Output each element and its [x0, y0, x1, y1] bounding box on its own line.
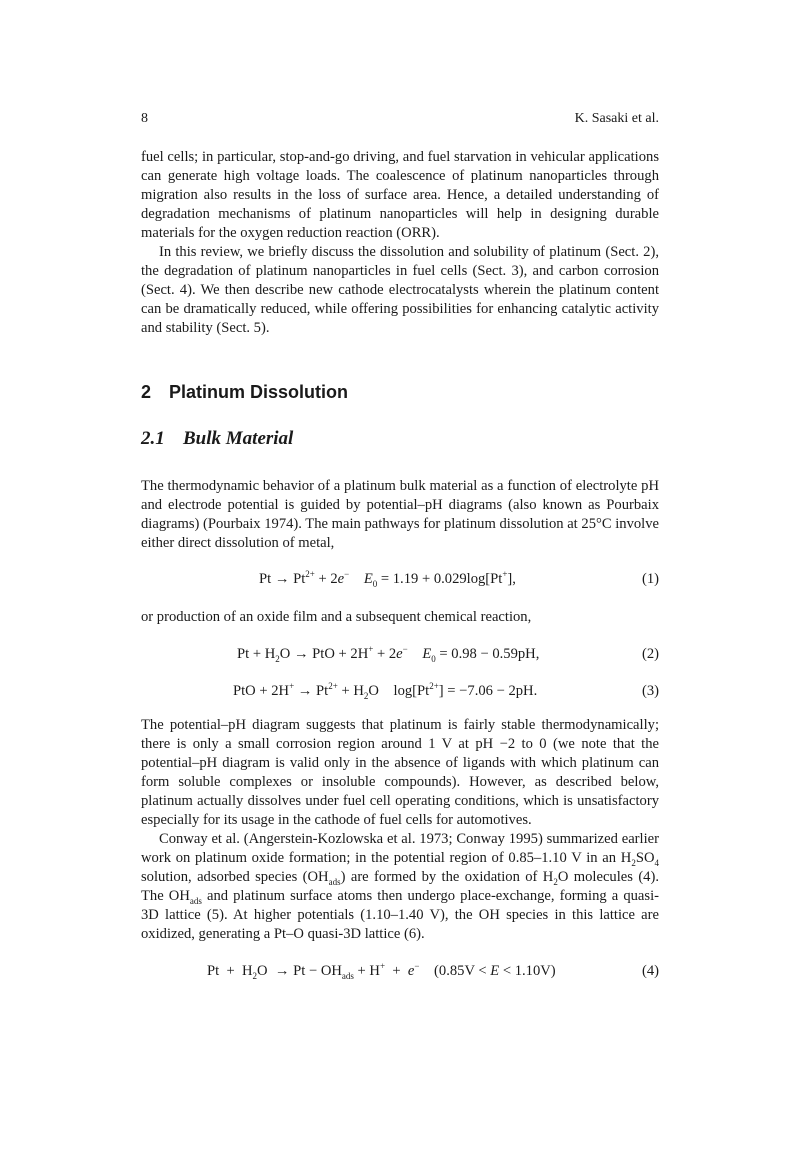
paragraph-run: O molecules (4). The OH [141, 869, 659, 904]
eq-sup: − [414, 961, 420, 972]
eq-term: + [385, 963, 408, 979]
eq-sup: + [368, 644, 374, 655]
paragraph-sub: ads [328, 876, 341, 887]
body-paragraphs-5-6 [141, 716, 659, 944]
eq-potential: E [363, 571, 373, 587]
eq-potential: E [490, 963, 500, 979]
eq-sup: 2+ [429, 681, 439, 692]
eq-sup: − [344, 569, 350, 580]
intro-paragraph-2: In this review, we briefly discuss the dissolution and solubility of platinum (Sect. 2), the degradation of platinum nanoparticles in fuel cells (Sect. 3), and carbon corrosion (Sect. 4). We then describe new cathode electrocatalysts wherein the platinum content can be dramatically reduced, while offering possibilities for enhancing catalytic activity and stability (Sect. 5). [141, 244, 659, 336]
paragraph-sub: ads [189, 895, 202, 906]
paragraph-sub: 2 [553, 876, 558, 887]
paragraph-sub: 4 [654, 857, 659, 868]
equation-1 [141, 571, 659, 593]
eq-term: O → PtO + 2H [279, 646, 369, 662]
equation-2-number: (2) [641, 646, 659, 662]
equation-4-body [207, 963, 556, 980]
equation-3-number: (3) [641, 683, 659, 699]
paragraph-text: The thermodynamic behavior of a platinum bulk material as a function of electrolyte pH and electrode potential is guided by potential–pH diagrams (also known as Pourbaix diagrams) (Pourbaix 1974). The main pathways for platinum dissolution at 25°C involve either direct dissolution of metal, [141, 478, 659, 551]
body-paragraph-4 [141, 608, 659, 627]
eq-sup: + [289, 681, 295, 692]
body-paragraph-3 [141, 477, 659, 553]
eq-term: Pt [293, 571, 306, 587]
eq-term: = 1.19 + 0.029log[Pt [377, 571, 503, 587]
paragraph-run: solution, adsorbed species (OH [141, 869, 329, 885]
paragraph-run: and platinum surface atoms then undergo place-exchange, forming a quasi-3D lattice (5). At higher potentials (1.10–1.40 V), the OH species in this lattice are oxidized, generating a Pt–O quasi-3D lattice (6). [141, 888, 659, 942]
equation-3 [141, 683, 659, 705]
equation-3-body [233, 683, 537, 700]
section-number: 2 [141, 382, 152, 402]
equation-1-body [259, 571, 516, 588]
equation-4-number: (4) [641, 963, 659, 979]
eq-sub: 2 [275, 653, 280, 664]
eq-term: ], [507, 571, 516, 587]
eq-sup: 2+ [305, 569, 315, 580]
eq-term: Pt + H [207, 963, 253, 979]
paragraph-run: ) are formed by the oxidation of H [340, 869, 554, 885]
paragraph-run: Conway et al. (Angerstein-Kozlowska et al. 1973; Conway 1995) summarized earlier work on platinum oxide formation; in the potential region of 0.85–1.10 V in an H [141, 831, 659, 866]
eq-sup: + [379, 961, 386, 972]
equation-4 [141, 963, 659, 985]
intro-paragraph-1: fuel cells; in particular, stop-and-go driving, and fuel starvation in vehicular applications can generate high voltage loads. The coalescence of platinum nanoparticles through migration also results in the loss of surface area. Hence, a detailed understanding of degradation mechanisms of platinum nanoparticles will help in designing durable materials for the oxygen reduction reaction (ORR). [141, 149, 659, 241]
eq-sup: − [402, 644, 408, 655]
paragraph-6 [141, 830, 659, 944]
eq-term: + 2 [314, 571, 338, 587]
eq-potential: E [422, 646, 432, 662]
eq-term: O [368, 683, 379, 699]
eq-term: Pt + H [237, 646, 276, 662]
eq-sub: 0 [372, 578, 378, 589]
eq-term: log[Pt [393, 683, 430, 699]
page-number: 8 [141, 111, 148, 126]
eq-term: + H [353, 963, 380, 979]
eq-condition: < 1.10V) [499, 963, 556, 979]
eq-term: → Pt [294, 683, 329, 699]
eq-sup: 2+ [328, 681, 338, 692]
subsection-heading [141, 428, 293, 450]
eq-term: O → Pt − OH [257, 963, 342, 979]
paragraph-text: or production of an oxide film and a subsequent chemical reaction, [141, 609, 532, 625]
eq-term: Pt [259, 571, 272, 587]
eq-arrow: → [274, 571, 290, 587]
intro-block [141, 148, 659, 338]
eq-electron: e [337, 571, 345, 587]
eq-term: + 2 [373, 646, 397, 662]
paragraph-sub: 2 [631, 857, 636, 868]
eq-sub: 2 [252, 970, 258, 981]
equation-2 [141, 646, 659, 668]
page-header [141, 111, 659, 131]
eq-term: ] = −7.06 − 2pH. [438, 683, 538, 699]
paragraph-run: SO [635, 850, 655, 866]
eq-electron: e [396, 646, 403, 662]
eq-sub: 2 [363, 690, 369, 701]
equation-2-body [237, 646, 539, 663]
section-heading [141, 382, 348, 403]
eq-term: = 0.98 − 0.59pH, [435, 646, 540, 662]
equation-1-number: (1) [641, 571, 659, 587]
eq-term: + H [337, 683, 364, 699]
section-title: Platinum Dissolution [169, 382, 349, 402]
eq-sup: + [502, 569, 508, 580]
subsection-title: Bulk Material [183, 428, 294, 449]
eq-sub: 0 [431, 653, 436, 664]
eq-condition: (0.85V < [434, 963, 491, 979]
eq-electron: e [407, 963, 415, 979]
paragraph-5: The potential–pH diagram suggests that platinum is fairly stable thermodynamically; there is only a small corrosion region around 1 V at pH −2 to 0 (we note that the potential–pH diagram is valid only in the absence of ligands with which platinum can form soluble complexes or insoluble compounds). However, as described below, platinum actually dissolves under fuel cell operating conditions, which is unsatisfactory especially for its usage in the cathode of fuel cells for automotives. [141, 717, 659, 828]
eq-sub: ads [341, 970, 354, 981]
subsection-number: 2.1 [141, 428, 165, 449]
eq-term: PtO + 2H [233, 683, 290, 699]
running-head: K. Sasaki et al. [574, 111, 659, 126]
